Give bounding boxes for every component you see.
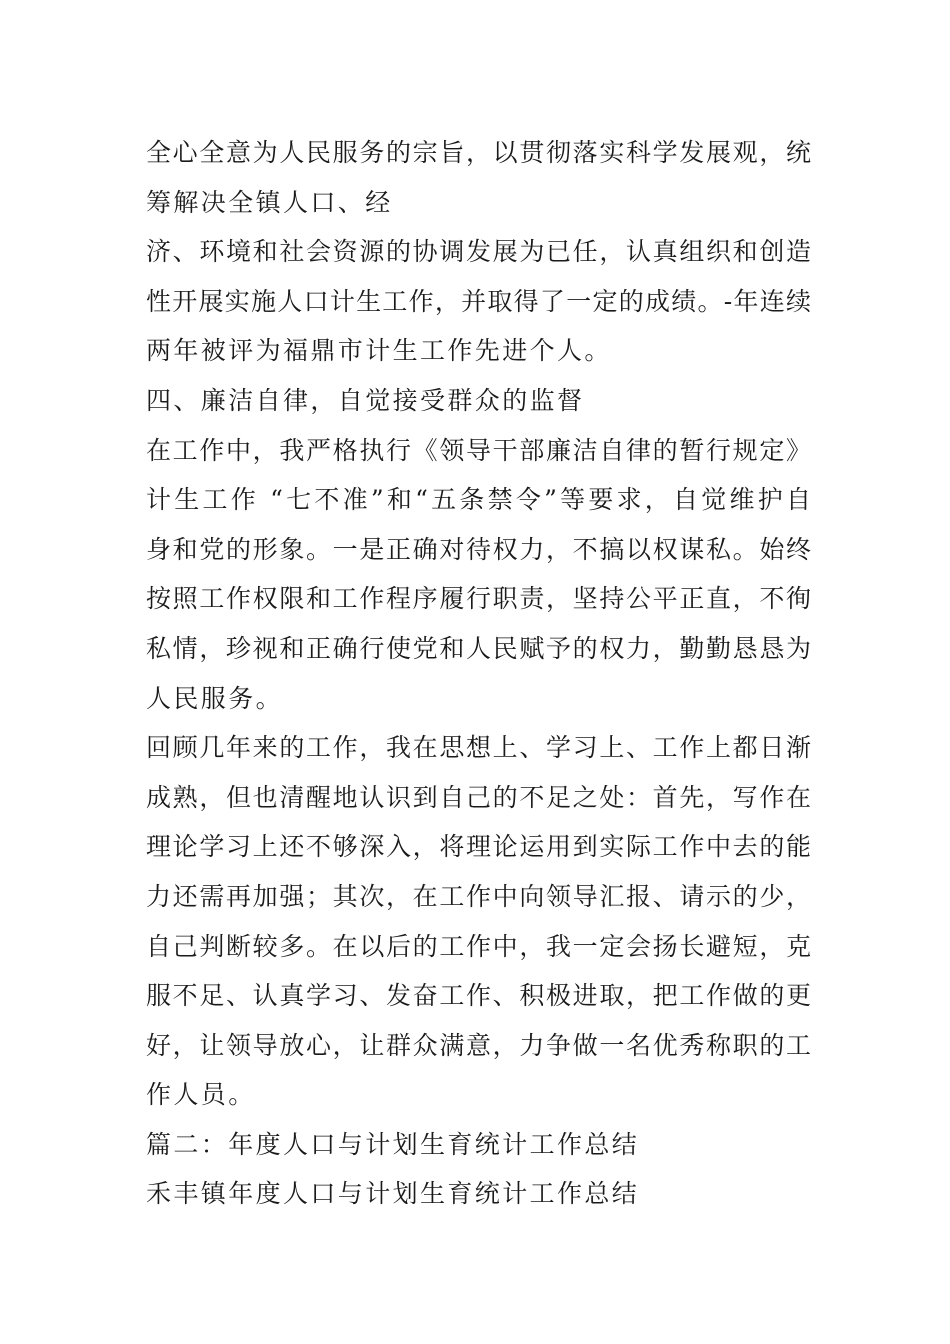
document-page — [146, 128, 811, 1219]
text-line: 成熟，但也清醒地认识到自己的不足之处：首先，写作在 — [146, 782, 811, 812]
text-line: 两年被评为福鼎市计生工作先进个人。 — [146, 336, 612, 366]
text-line: 力还需再加强；其次，在工作中向领导汇报、请示的少， — [146, 881, 811, 911]
text-line: 性开展实施人口计生工作，并取得了一定的成绩。-年连续 — [146, 286, 811, 316]
text-line: 人民服务。 — [146, 683, 284, 713]
document-title: 禾丰镇年度人口与计划生育统计工作总结 — [146, 1179, 640, 1209]
section-heading: 篇二：年度人口与计划生育统计工作总结 — [146, 1129, 640, 1159]
text-line: 好，让领导放心，让群众满意，力争做一名优秀称职的工 — [146, 1030, 811, 1060]
text-line: 自己判断较多。在以后的工作中，我一定会扬长避短，克 — [146, 931, 811, 961]
text-line: 回顾几年来的工作，我在思想上、学习上、工作上都日渐 — [146, 733, 811, 763]
text-line: 在工作中，我严格执行《领导干部廉洁自律的暂行规定》 — [146, 435, 811, 465]
text-line: 理论学习上还不够深入，将理论运用到实际工作中去的能 — [146, 832, 811, 862]
text-line: 济、环境和社会资源的协调发展为已任，认真组织和创造 — [146, 237, 811, 267]
section-heading: 四、廉洁自律，自觉接受群众的监督 — [146, 385, 585, 415]
text-line: 私情，珍视和正确行使党和人民赋予的权力，勤勤恳恳为 — [146, 633, 811, 663]
text-line: 全心全意为人民服务的宗旨，以贯彻落实科学发展观，统 — [146, 138, 811, 167]
text-line: 计生工作 “七不准”和“五条禁令”等要求，自觉维护自 — [146, 485, 811, 515]
text-line: 作人员。 — [146, 1080, 256, 1110]
text-line: 身和党的形象。一是正确对待权力，不搞以权谋私。始终 — [146, 534, 811, 564]
text-line: 按照工作权限和工作程序履行职责，坚持公平正直，不徇 — [146, 584, 811, 614]
text-line: 服不足、认真学习、发奋工作、积极进取，把工作做的更 — [146, 981, 811, 1011]
text-line: 筹解决全镇人口、经 — [146, 187, 393, 217]
